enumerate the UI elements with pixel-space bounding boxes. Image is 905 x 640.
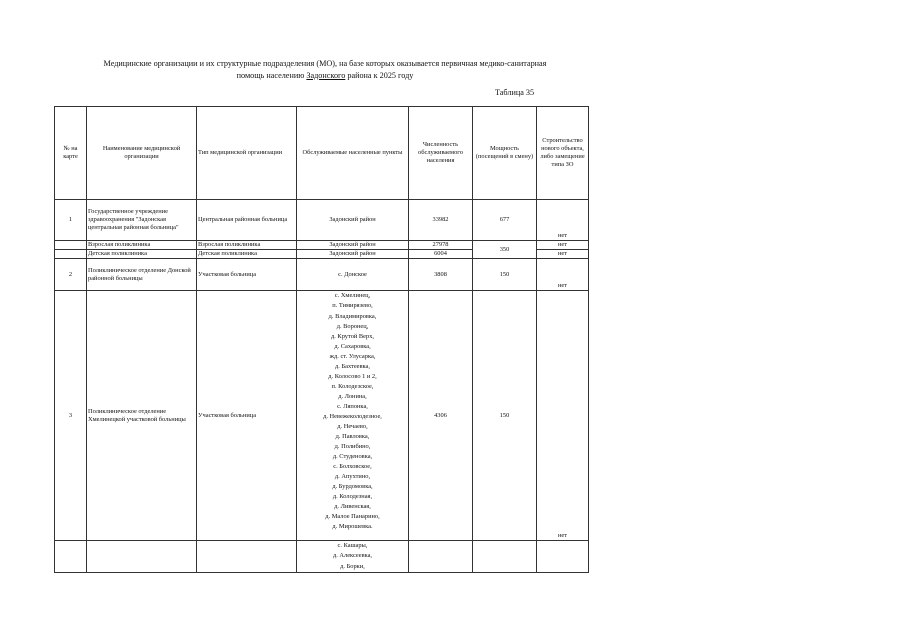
cell-build: нет [537, 250, 589, 259]
cell-points: Задонский район [297, 241, 409, 250]
col-header-name: Наименование медицинской организации [87, 107, 197, 200]
settlement-item: д. Невежеколодезное, [323, 412, 382, 420]
settlement-item: д. Колодезная, [332, 493, 373, 501]
cell-points: с. Донское [297, 259, 409, 291]
col-header-build: Строительство нового объекта, либо замещение типа ЗО [537, 107, 589, 200]
cell-build [537, 541, 589, 573]
settlement-item: д. Сахаровка, [334, 342, 371, 350]
settlement-item: с. Кашары, [337, 542, 368, 550]
settlement-item: д. Крутой Верх, [330, 332, 375, 340]
cell-population: 33982 [409, 200, 473, 241]
cell-population: 27978 [409, 241, 473, 250]
title-line-2-prefix: помощь населению [236, 71, 307, 80]
settlement-item: с. Ляпонка, [337, 402, 368, 410]
cell-num [55, 250, 87, 259]
cell-type: Участковая больница [197, 259, 297, 291]
table-row [55, 200, 589, 241]
settlement-item: д. Владимировка, [328, 312, 377, 320]
settlement-item: д. Мирошевка. [332, 523, 373, 531]
cell-capacity: 150 [473, 259, 537, 291]
settlement-item: д. Студеновка, [332, 453, 373, 461]
table-row [55, 241, 589, 250]
cell-population: 3808 [409, 259, 473, 291]
settlement-item: жд. ст. Улусарка, [329, 352, 376, 360]
settlement-item: д. Апухтино, [334, 473, 371, 481]
cell-build: нет [537, 241, 589, 250]
col-header-points: Обслуживаемые населенные пункты [297, 107, 409, 200]
table-header-row [55, 107, 589, 200]
document-title [50, 58, 600, 82]
cell-type: Участковая больница [197, 291, 297, 541]
cell-build: нет [537, 200, 589, 241]
cell-num: 3 [55, 291, 87, 541]
settlement-item: д. Нечаево, [337, 423, 368, 431]
settlement-item: с. Болховское, [333, 463, 372, 471]
cell-name: Взрослая поликлиника [87, 241, 197, 250]
settlement-item: д. Бахтеевка, [335, 362, 370, 370]
cell-capacity: 350 [473, 241, 537, 259]
col-header-num: № на карте [55, 107, 87, 200]
cell-name [87, 541, 197, 573]
settlement-item: д. Малое Панарино, [325, 513, 380, 521]
cell-points-list [297, 541, 409, 573]
col-header-capacity: Мощность (посещений в смену) [473, 107, 537, 200]
cell-name: Детская поликлиника [87, 250, 197, 259]
settlement-item: д. Бурдомовка, [332, 483, 373, 491]
cell-capacity: 677 [473, 200, 537, 241]
cell-name: Государственное учреждение здравоохранения "Задонская центральная районная больница" [87, 200, 197, 241]
col-header-type: Тип медицинской организации [197, 107, 297, 200]
settlement-item: п. Тимирязево, [332, 302, 373, 310]
cell-points-list [297, 291, 409, 541]
cell-points: Задонский район [297, 200, 409, 241]
cell-type: Взрослая поликлиника [197, 241, 297, 250]
table-row [55, 291, 589, 541]
settlement-item: д. Полибино, [334, 443, 371, 451]
cell-type [197, 541, 297, 573]
settlement-item: с. Хмелинец, [334, 292, 371, 300]
cell-num [55, 541, 87, 573]
district-name: Задонского [306, 71, 346, 80]
cell-capacity [473, 541, 537, 573]
cell-name: Поликлиническое отделение Донской районной больницы [87, 259, 197, 291]
settlement-item: д. Павловка, [335, 433, 370, 441]
cell-type: Центральная районная больница [197, 200, 297, 241]
cell-population: 6004 [409, 250, 473, 259]
cell-num [55, 241, 87, 250]
table-number: Таблица 35 [495, 88, 535, 97]
col-header-population: Численность обслуживаемого населения [409, 107, 473, 200]
cell-capacity: 150 [473, 291, 537, 541]
cell-name: Поликлиническое отделение Хмелинецкой участковой больницы [87, 291, 197, 541]
settlement-item: п. Колодезское, [331, 382, 374, 390]
settlement-item: д. Борки, [340, 562, 365, 570]
medical-organizations-table [54, 106, 589, 573]
cell-num: 2 [55, 259, 87, 291]
title-line-2-suffix: района к 2025 году [345, 71, 414, 80]
title-line-1: Медицинские организации и их структурные подразделения (МО), на базе которых оказывается первичная медико-санитарная [103, 59, 547, 68]
settlement-item: д. Ливенская, [334, 503, 371, 511]
table-row [55, 259, 589, 291]
cell-build: нет [537, 259, 589, 291]
cell-type: Детская поликлиника [197, 250, 297, 259]
cell-num: 1 [55, 200, 87, 241]
cell-population: 4306 [409, 291, 473, 541]
settlement-item: д. Воронец, [336, 322, 369, 330]
cell-build: нет [537, 291, 589, 541]
settlement-item: д. Алексеевка, [332, 552, 373, 560]
settlement-item: д. Колосово 1 и 2, [328, 372, 377, 380]
table-row [55, 541, 589, 573]
cell-points: Задонский район [297, 250, 409, 259]
settlement-item: д. Лонина, [338, 392, 367, 400]
cell-population [409, 541, 473, 573]
title-line-2 [50, 70, 600, 82]
